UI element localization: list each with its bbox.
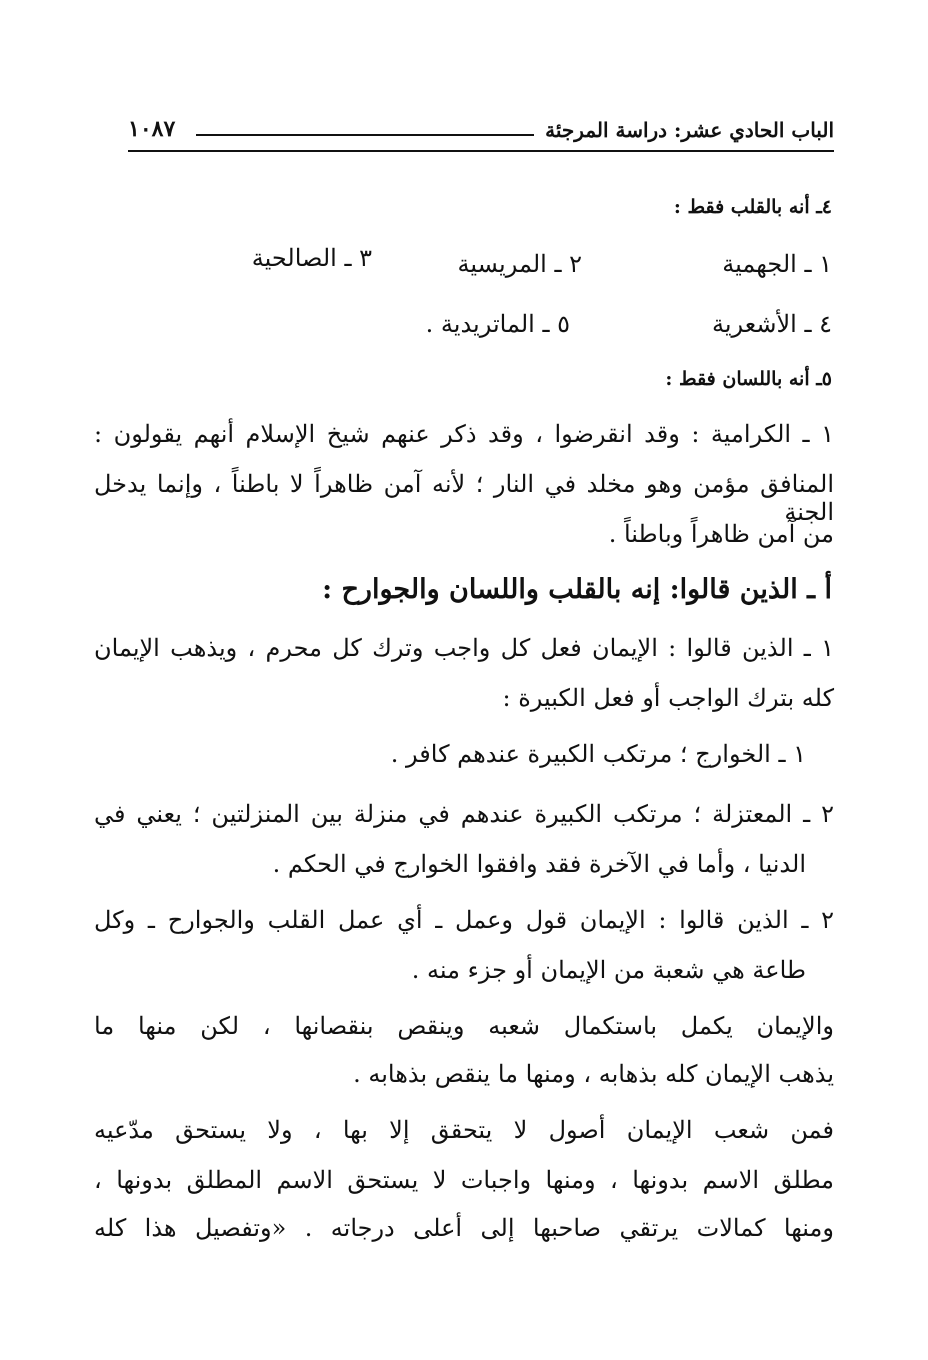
header-rule <box>196 134 534 136</box>
para-4-line-3: ومنها كمالات يرتقي صاحبها إلى أعلى درجاته . «وتفصيل هذا كله <box>94 1214 834 1242</box>
para-4-line-2: مطلق الاسم بدونها ، ومنها واجبات لا يستحق الاسم المطلق بدونها ، <box>94 1166 835 1194</box>
para-2-line-1: ٢ ـ الذين قالوا : الإيمان قول وعمل ـ أي عمل القلب والجوارح ـ وكل <box>94 906 834 934</box>
section-5-heading: ٥ـ أنه باللسان فقط : <box>665 368 832 390</box>
kharijites-item: ١ ـ الخوارج ؛ مرتكب الكبيرة عندهم كافر . <box>390 740 806 768</box>
header-underline <box>128 150 834 152</box>
mutazila-item-line-2: الدنيا ، وأما في الآخرة فقد وافقوا الخوارج في الحكم . <box>272 850 806 878</box>
sect-item-4: ٤ ـ الأشعرية <box>711 310 832 338</box>
running-title: الباب الحادي عشر: دراسة المرجئة <box>545 118 834 142</box>
sect-item-1: ١ ـ الجهمية <box>722 250 832 278</box>
para-3-line-1: والإيمان يكمل باستكمال شعبه وينقص بنقصانها ، لكن منها ما <box>94 1012 834 1040</box>
para-4-line-1: فمن شعب الإيمان أصول لا يتحقق إلا بها ، ولا يستحق مدّعيه <box>94 1116 834 1144</box>
mutazila-item-line-1: ٢ ـ المعتزلة ؛ مرتكب الكبيرة عندهم في منزلة بين المنزلتين ؛ يعني في <box>94 800 834 828</box>
para-1-line-1: ١ ـ الذين قالوا : الإيمان فعل كل واجب وترك كل محرم ، ويذهب الإيمان <box>94 634 834 662</box>
section-a-heading: أ ـ الذين قالوا: إنه بالقلب واللسان والجوارح : <box>322 574 832 605</box>
section-4-heading: ٤ـ أنه بالقلب فقط : <box>673 196 832 218</box>
sect-item-5: ٥ ـ الماتريدية . <box>425 310 570 338</box>
section-5-line-1: ١ ـ الكرامية : وقد انقرضوا ، وقد ذكر عنهم شيخ الإسلام أنهم يقولون : <box>94 420 834 448</box>
section-5-line-2: المنافق مؤمن وهو مخلد في النار ؛ لأنه آمن ظاهراً لا باطناً ، وإنما يدخل الجنة <box>94 470 834 526</box>
para-2-line-2: طاعة هي شعبة من الإيمان أو جزء منه . <box>411 956 806 984</box>
sect-item-2: ٢ ـ المريسية <box>457 250 582 278</box>
section-5-line-3: من آمن ظاهراً وباطناً . <box>608 520 834 548</box>
para-1-line-2: كله بترك الواجب أو فعل الكبيرة : <box>502 684 834 712</box>
para-3-line-2: يذهب الإيمان كله بذهابه ، ومنها ما ينقص بذهابه . <box>353 1060 834 1088</box>
page-header <box>128 112 834 152</box>
page-number: ١٠٨٧ <box>128 116 176 142</box>
sect-item-3: ٣ ـ الصالحية <box>251 244 372 272</box>
